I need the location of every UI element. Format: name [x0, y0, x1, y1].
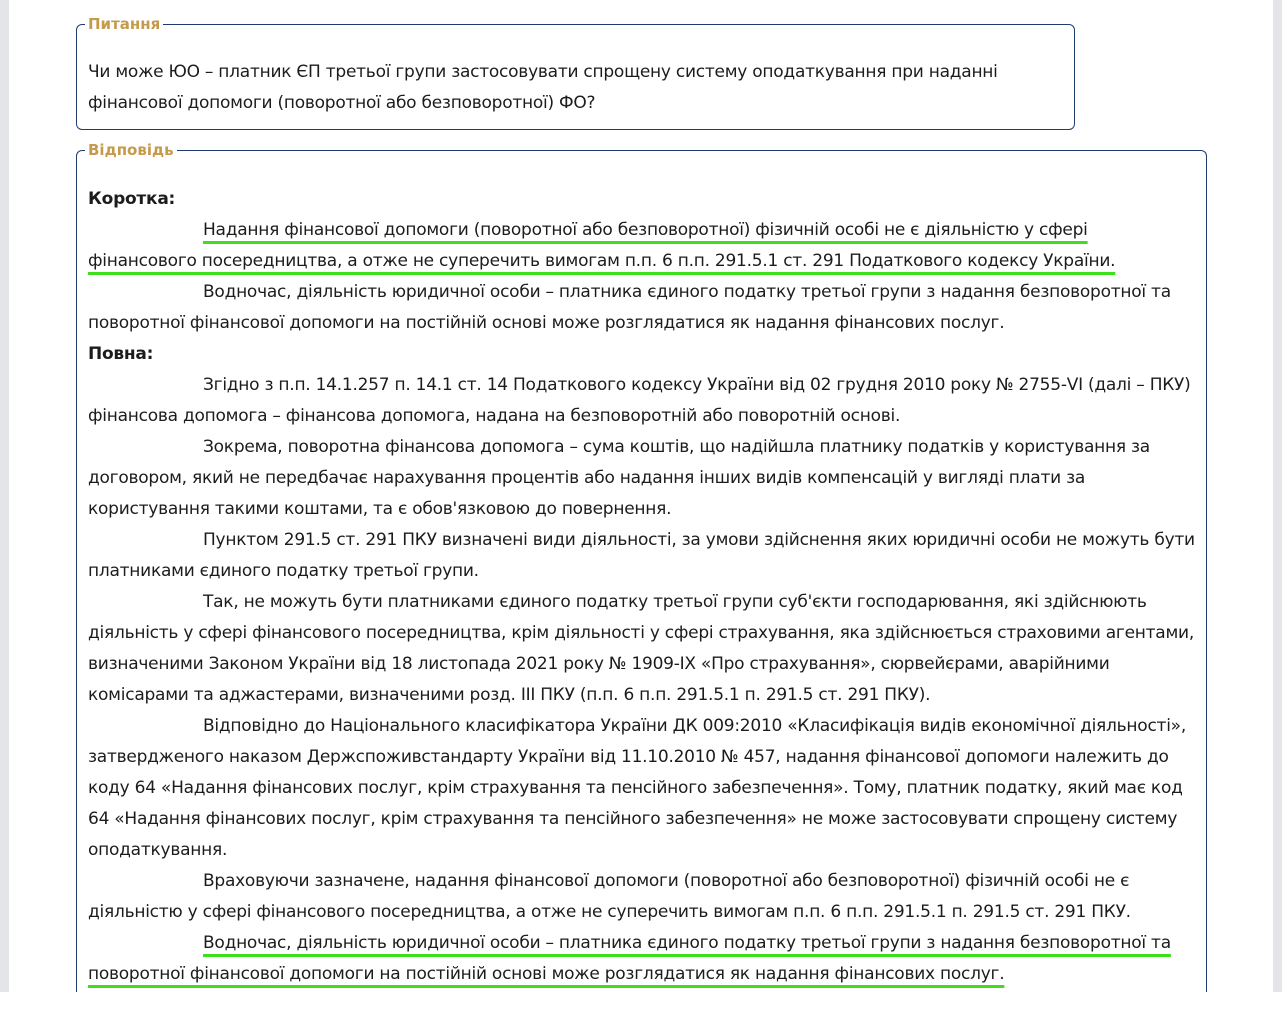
question-text: Чи може ЮО – платник ЄП третьої групи застосовувати спрощену систему оподаткування при наданні фінансової допомоги (поворотної або безповоротної) ФО? [88, 62, 998, 113]
full-answer-paragraph [88, 525, 1198, 587]
full-answer-heading: Повна: [88, 344, 154, 364]
answer-content [88, 184, 1198, 990]
full-answer-paragraph-text: Згідно з п.п. 14.1.257 п. 14.1 ст. 14 Податкового кодексу України від 02 грудня 2010 року № 2755-VI (далі – ПКУ) фінансова допомога – фінансова допомога, надана на безповоротній або поворотній основі. [88, 375, 1191, 426]
question-panel [76, 15, 1075, 130]
full-answer-body [88, 370, 1198, 990]
full-answer-paragraph-text: Відповідно до Національного класифікатора України ДК 009:2010 «Класифікація видів економічної діяльності», затвердженого наказом Держспоживстандарту України від 11.10.2010 № 457, надання фінансової допомоги належить до коду 64 «Надання фінансових послуг, крім страхування та пенсійного забезпечення». Тому, платник податку, який має код 64 «Надання фінансових послуг, крім страхування та пенсійного забезпечення» не може застосовувати спрощену систему оподаткування. [88, 716, 1186, 860]
answer-panel [76, 141, 1207, 1012]
full-answer-paragraph-text: Пунктом 291.5 ст. 291 ПКУ визначені види діяльності, за умови здійснення яких юридичні особи не можуть бути платниками єдиного податку третьої групи. [88, 530, 1195, 581]
full-answer-paragraph [88, 587, 1198, 711]
left-gutter [0, 0, 9, 992]
full-answer-paragraph-text: Зокрема, поворотна фінансова допомога – сума коштів, що надійшла платнику податків у користування за договором, який не передбачає нарахування процентів або надання інших видів компенсацій у вигляді плати за користування такими коштами, та є обов'язковою до повернення. [88, 437, 1150, 519]
short-answer-heading: Коротка: [88, 189, 176, 209]
question-legend: Питання [85, 16, 163, 33]
short-answer-paragraph-text: Водночас, діяльність юридичної особи – платника єдиного податку третьої групи з надання безповоротної та поворотної фінансової допомоги на постійній основі може розглядатися як надання фінансових послуг. [88, 282, 1171, 333]
short-answer-body [88, 215, 1198, 339]
full-answer-paragraph [88, 432, 1198, 525]
full-answer-paragraph-text: Так, не можуть бути платниками єдиного податку третьої групи суб'єкти господарювання, які здійснюють діяльність у сфері фінансового посередництва, крім діяльності у сфері страхування, яка здійснюється страховими агентами, визначеними Законом України від 18 листопада 2021 року № 1909-IX «Про страхування», сюрвейєрами, аварійними комісарами та аджастерами, визначеними розд. III ПКУ (п.п. 6 п.п. 291.5.1 п. 291.5 ст. 291 ПКУ). [88, 592, 1194, 705]
short-answer-paragraph [88, 277, 1198, 339]
full-answer-paragraph [88, 370, 1198, 432]
right-scrollbar[interactable] [1273, 0, 1282, 992]
short-answer-paragraph-text: Надання фінансової допомоги (поворотної або безповоротної) фізичній особі не є діяльністю у сфері фінансового посередництва, а отже не суперечить вимогам п.п. 6 п.п. 291.5.1 ст. 291 Податкового кодексу України. [88, 220, 1116, 271]
full-answer-paragraph [88, 711, 1198, 866]
full-answer-paragraph [88, 866, 1198, 928]
full-answer-paragraph-text: Водночас, діяльність юридичної особи – платника єдиного податку третьої групи з надання безповоротної та поворотної фінансової допомоги на постійній основі може розглядатися як надання фінансових послуг. [88, 933, 1171, 984]
full-answer-paragraph-text: Враховуючи зазначене, надання фінансової допомоги (поворотної або безповоротної) фізичній особі не є діяльністю у сфері фінансового посередництва, а отже не суперечить вимогам п.п. 6 п.п. 291.5.1 п. 291.5 ст. 291 ПКУ. [88, 871, 1131, 922]
short-answer-paragraph [88, 215, 1198, 277]
full-answer-paragraph [88, 928, 1198, 990]
bottom-strip [0, 992, 1282, 1012]
answer-legend: Відповідь [85, 142, 177, 159]
